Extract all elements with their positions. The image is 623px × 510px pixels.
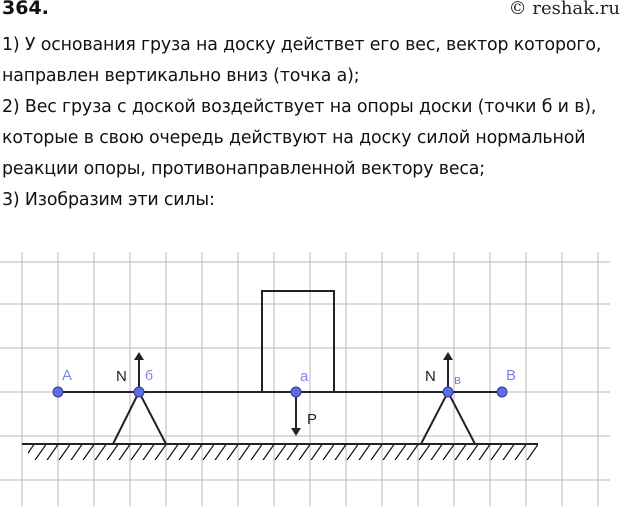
text-line-1: 1) У основания груза на доску действет его вес, вектор которого, [2, 35, 602, 55]
point-v [443, 387, 453, 397]
text-line-5: реакции опоры, противонаправленной вектору веса; [2, 159, 485, 179]
text-line-4: которые в свою очередь действуют на доску силой нормальной [2, 128, 586, 148]
weight-box [262, 291, 334, 392]
label-point-v: в [454, 372, 461, 387]
text-line-2: направлен вертикально вниз (точка а); [2, 66, 360, 86]
point-A [53, 387, 63, 397]
problem-number: 364. [2, 0, 49, 19]
ground-hatching [28, 445, 538, 460]
header [0, 0, 623, 26]
force-diagram [0, 252, 623, 506]
label-force-N-right: N [425, 368, 436, 385]
label-force-P: P [307, 411, 318, 428]
text-line-6: 3) Изобразим эти силы: [2, 190, 215, 210]
label-force-N-left: N [116, 368, 127, 385]
point-B [497, 387, 507, 397]
force-diagram-svg [0, 252, 623, 506]
text-line-3: 2) Вес груза с доской воздействует на опоры доски (точки б и в), [2, 97, 597, 117]
label-point-A: A [62, 367, 73, 384]
watermark: © reshak.ru [508, 0, 620, 19]
label-point-B: B [506, 367, 517, 384]
point-b [134, 387, 144, 397]
point-a [291, 387, 301, 397]
solution-text [2, 30, 623, 216]
label-point-a: а [300, 368, 309, 385]
label-point-b: б [145, 367, 154, 383]
